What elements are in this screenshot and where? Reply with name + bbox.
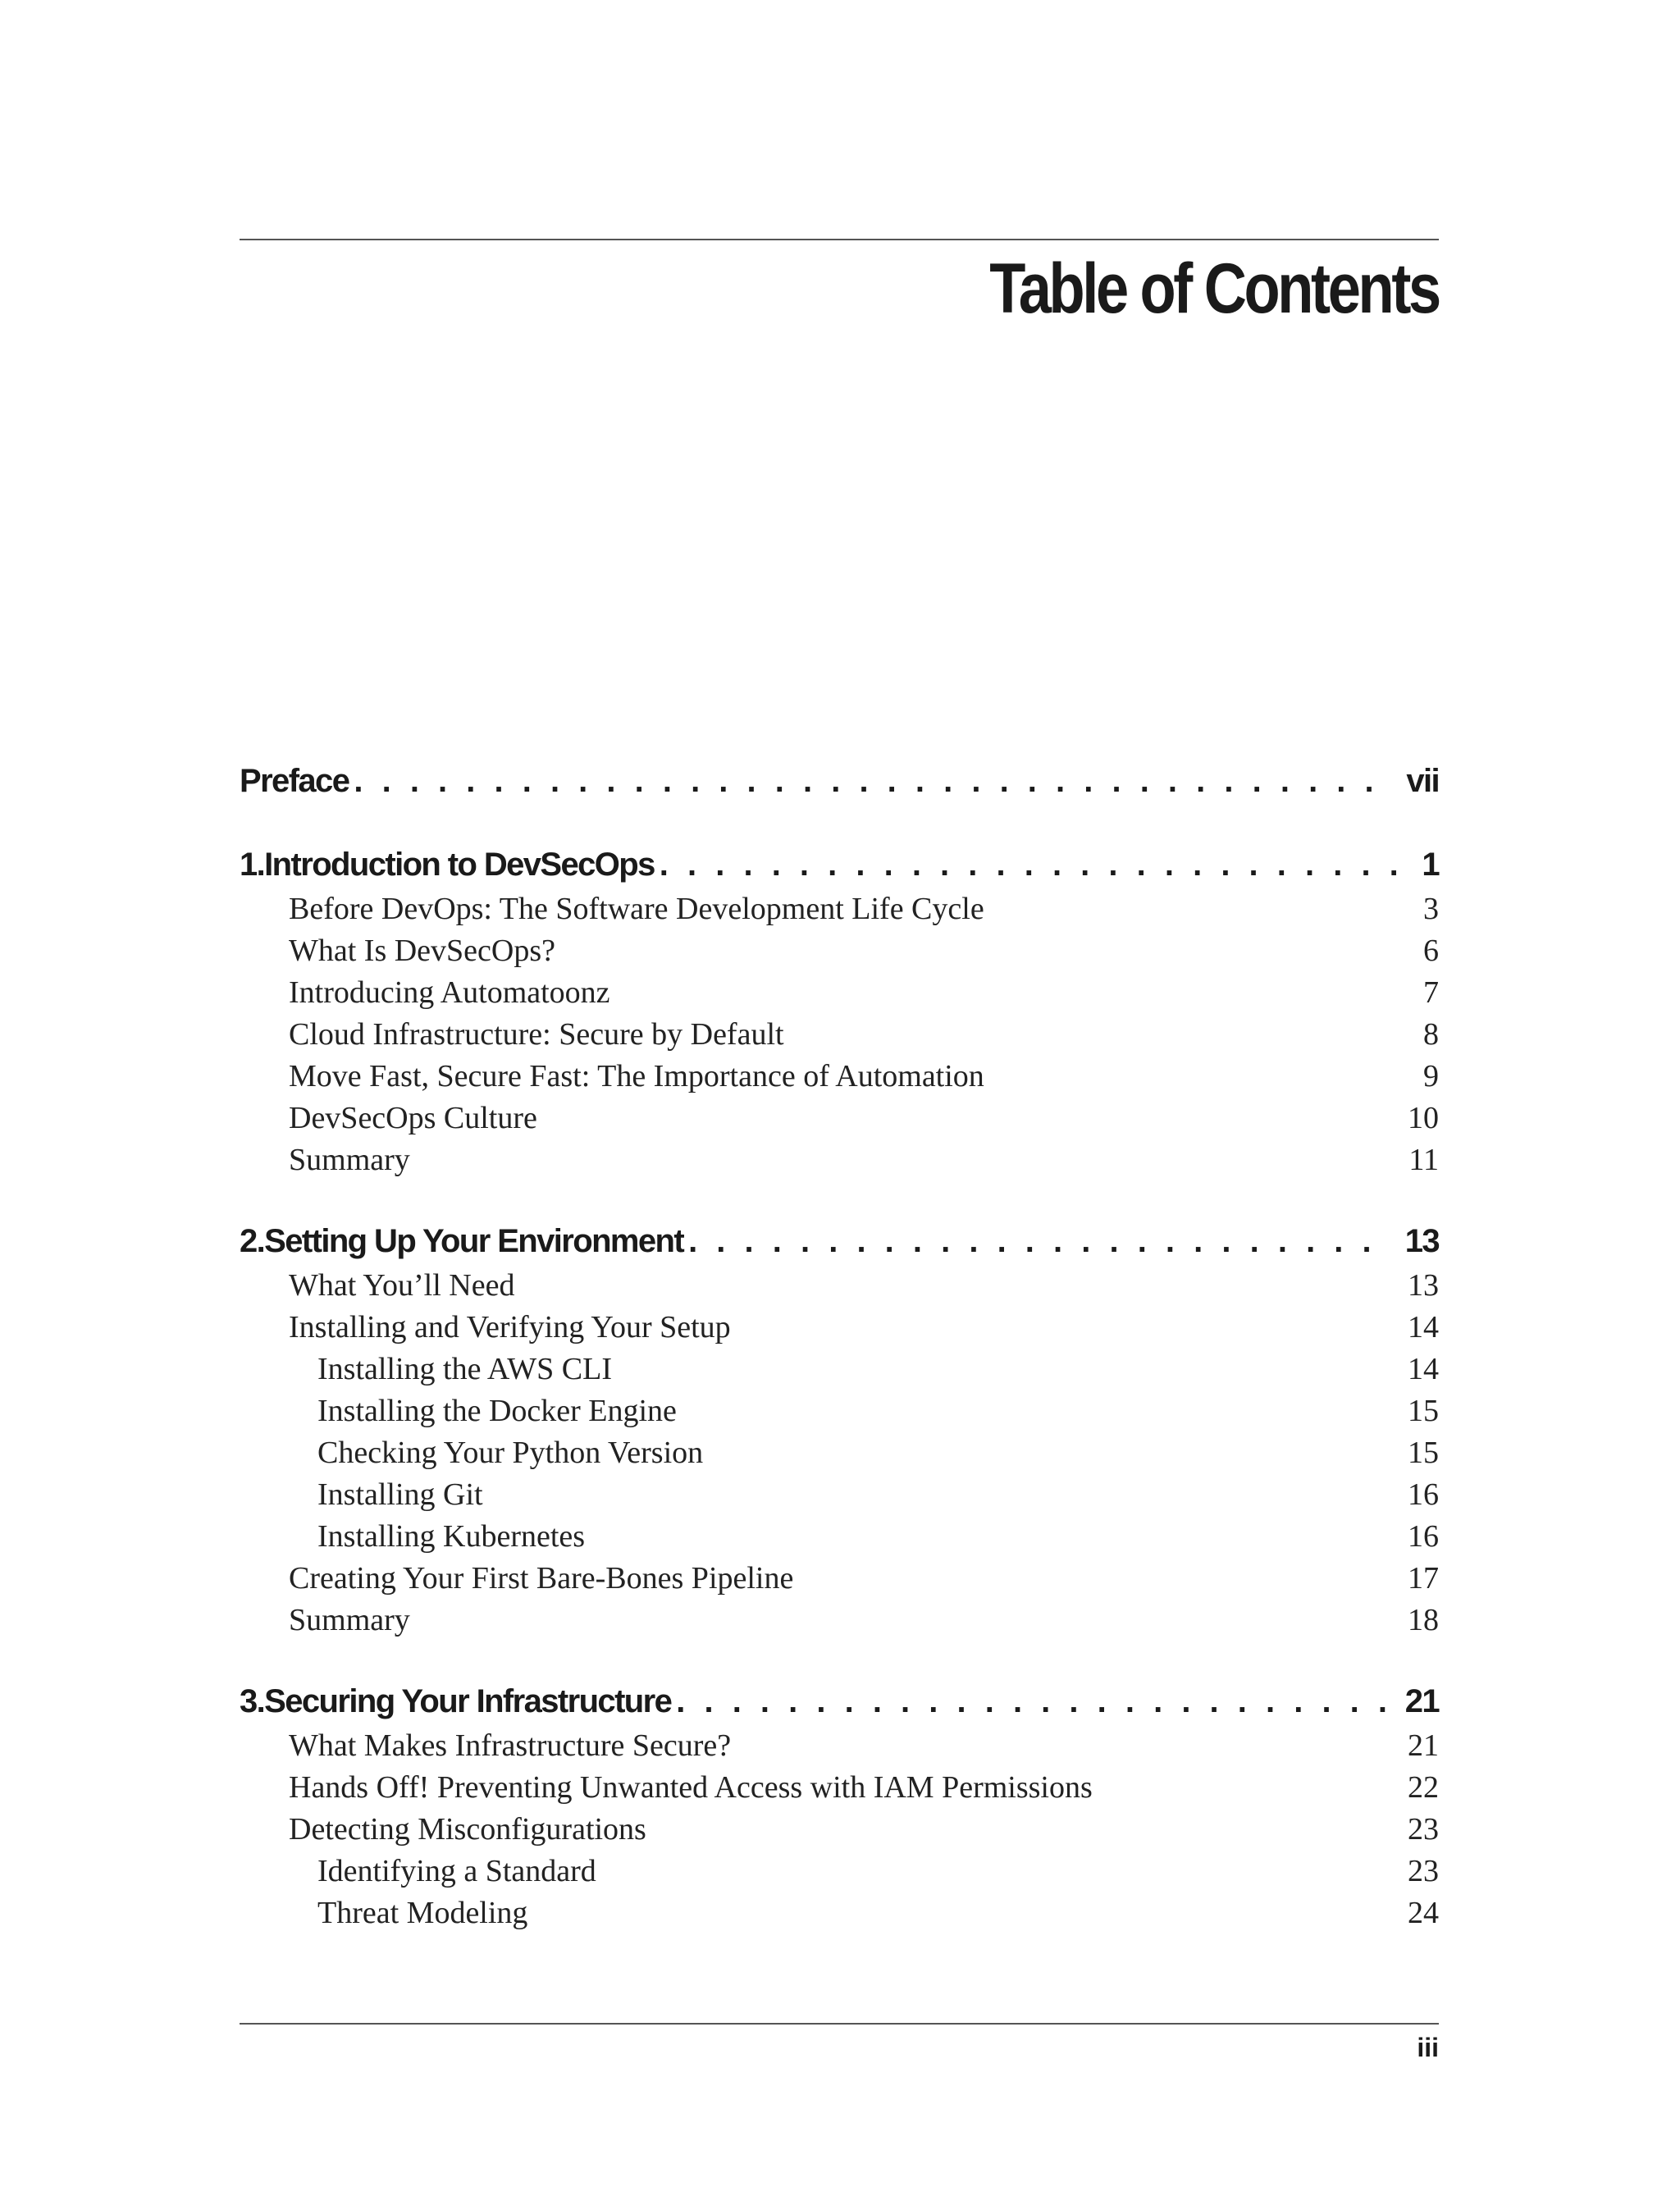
entry-page: 14 [1408, 1352, 1439, 1386]
entry-page: 15 [1408, 1436, 1439, 1470]
toc-chapter-1[interactable] [240, 847, 1439, 891]
entry-page: 13 [1408, 1268, 1439, 1303]
entry-title: Move Fast, Secure Fast: The Importance of Automation [289, 1059, 984, 1093]
toc-subentry[interactable] [240, 1853, 1439, 1895]
toc-entry[interactable] [240, 933, 1439, 975]
chapter-number: 2. [240, 1223, 265, 1259]
entry-page: 21 [1408, 1728, 1439, 1763]
toc-entry[interactable] [240, 1267, 1439, 1309]
toc-chapter-3[interactable] [240, 1683, 1439, 1728]
entry-title: Summary [289, 1143, 410, 1177]
entry-page: 23 [1408, 1854, 1439, 1888]
toc-entry[interactable] [240, 1728, 1439, 1769]
entry-page: 15 [1408, 1394, 1439, 1428]
entry-title: Identifying a Standard [317, 1854, 596, 1888]
chapter-number: 3. [240, 1683, 265, 1719]
dot-leader [354, 763, 1393, 800]
entry-title: Cloud Infrastructure: Secure by Default [289, 1017, 784, 1052]
chapter-title: Securing Your Infrastructure [264, 1683, 672, 1719]
chapter-title: Introduction to DevSecOps [264, 847, 655, 883]
entry-title: Installing Kubernetes [317, 1519, 586, 1554]
toc-entry[interactable] [240, 1602, 1439, 1644]
toc-entry[interactable] [240, 1058, 1439, 1100]
toc-preface[interactable] [240, 763, 1439, 807]
dot-leader [660, 847, 1409, 883]
chapter-page: 21 [1404, 1683, 1439, 1719]
toc-entry[interactable] [240, 1142, 1439, 1184]
toc-subentry[interactable] [240, 1895, 1439, 1937]
entry-page: 11 [1408, 1143, 1439, 1177]
entry-title: Checking Your Python Version [317, 1436, 704, 1470]
chapter-number: 1. [240, 847, 265, 883]
entry-title: Creating Your First Bare-Bones Pipeline [289, 1561, 794, 1596]
bottom-rule [240, 2023, 1439, 2025]
toc-chapter-2[interactable] [240, 1223, 1439, 1267]
toc-entry[interactable] [240, 1016, 1439, 1058]
chapter-page: 1 [1422, 847, 1439, 883]
toc-entry[interactable] [240, 1811, 1439, 1853]
entry-title: Installing the Docker Engine [317, 1394, 677, 1428]
entry-title: DevSecOps Culture [289, 1101, 537, 1135]
entry-page: 16 [1408, 1477, 1439, 1512]
entry-page: 24 [1408, 1896, 1439, 1930]
entry-title: Before DevOps: The Software Development Life Cycle [289, 892, 984, 926]
toc-subentry[interactable] [240, 1351, 1439, 1393]
entry-page: 10 [1408, 1101, 1439, 1135]
entry-page: 22 [1408, 1770, 1439, 1805]
entry-title: Installing the AWS CLI [317, 1352, 612, 1386]
toc-entry[interactable] [240, 975, 1439, 1016]
toc-entry[interactable] [240, 1769, 1439, 1811]
chapter-title: Setting Up Your Environment [264, 1223, 684, 1259]
toc-entry[interactable] [240, 1100, 1439, 1142]
entry-title: Hands Off! Preventing Unwanted Access with IAM Permissions [289, 1770, 1093, 1805]
preface-page: vii [1406, 763, 1439, 799]
dot-leader [676, 1683, 1391, 1720]
entry-title: What Makes Infrastructure Secure? [289, 1728, 732, 1763]
page-title: Table of Contents [989, 249, 1439, 328]
table-of-contents [240, 763, 1439, 1937]
entry-title: Threat Modeling [317, 1896, 528, 1930]
entry-page: 3 [1423, 892, 1439, 926]
entry-page: 7 [1423, 975, 1439, 1010]
entry-title: Detecting Misconfigurations [289, 1812, 646, 1847]
entry-title: What Is DevSecOps? [289, 934, 556, 968]
entry-title: What You’ll Need [289, 1268, 515, 1303]
page-number: iii [1417, 2033, 1439, 2062]
entry-page: 16 [1408, 1519, 1439, 1554]
entry-page: 18 [1408, 1603, 1439, 1637]
toc-subentry[interactable] [240, 1477, 1439, 1518]
entry-page: 23 [1408, 1812, 1439, 1847]
entry-title: Installing and Verifying Your Setup [289, 1310, 731, 1344]
toc-entry[interactable] [240, 1309, 1439, 1351]
entry-title: Installing Git [317, 1477, 483, 1512]
toc-entry[interactable] [240, 1560, 1439, 1602]
entry-page: 6 [1423, 934, 1439, 968]
top-rule [240, 239, 1439, 240]
entry-page: 8 [1423, 1017, 1439, 1052]
toc-subentry[interactable] [240, 1435, 1439, 1477]
toc-subentry[interactable] [240, 1518, 1439, 1560]
preface-title: Preface [240, 763, 349, 799]
toc-subentry[interactable] [240, 1393, 1439, 1435]
toc-entry[interactable] [240, 891, 1439, 933]
dot-leader [688, 1223, 1392, 1260]
entry-page: 17 [1408, 1561, 1439, 1596]
chapter-page: 13 [1404, 1223, 1439, 1259]
entry-title: Introducing Automatoonz [289, 975, 610, 1010]
entry-page: 9 [1423, 1059, 1439, 1093]
entry-page: 14 [1408, 1310, 1439, 1344]
entry-title: Summary [289, 1603, 410, 1637]
